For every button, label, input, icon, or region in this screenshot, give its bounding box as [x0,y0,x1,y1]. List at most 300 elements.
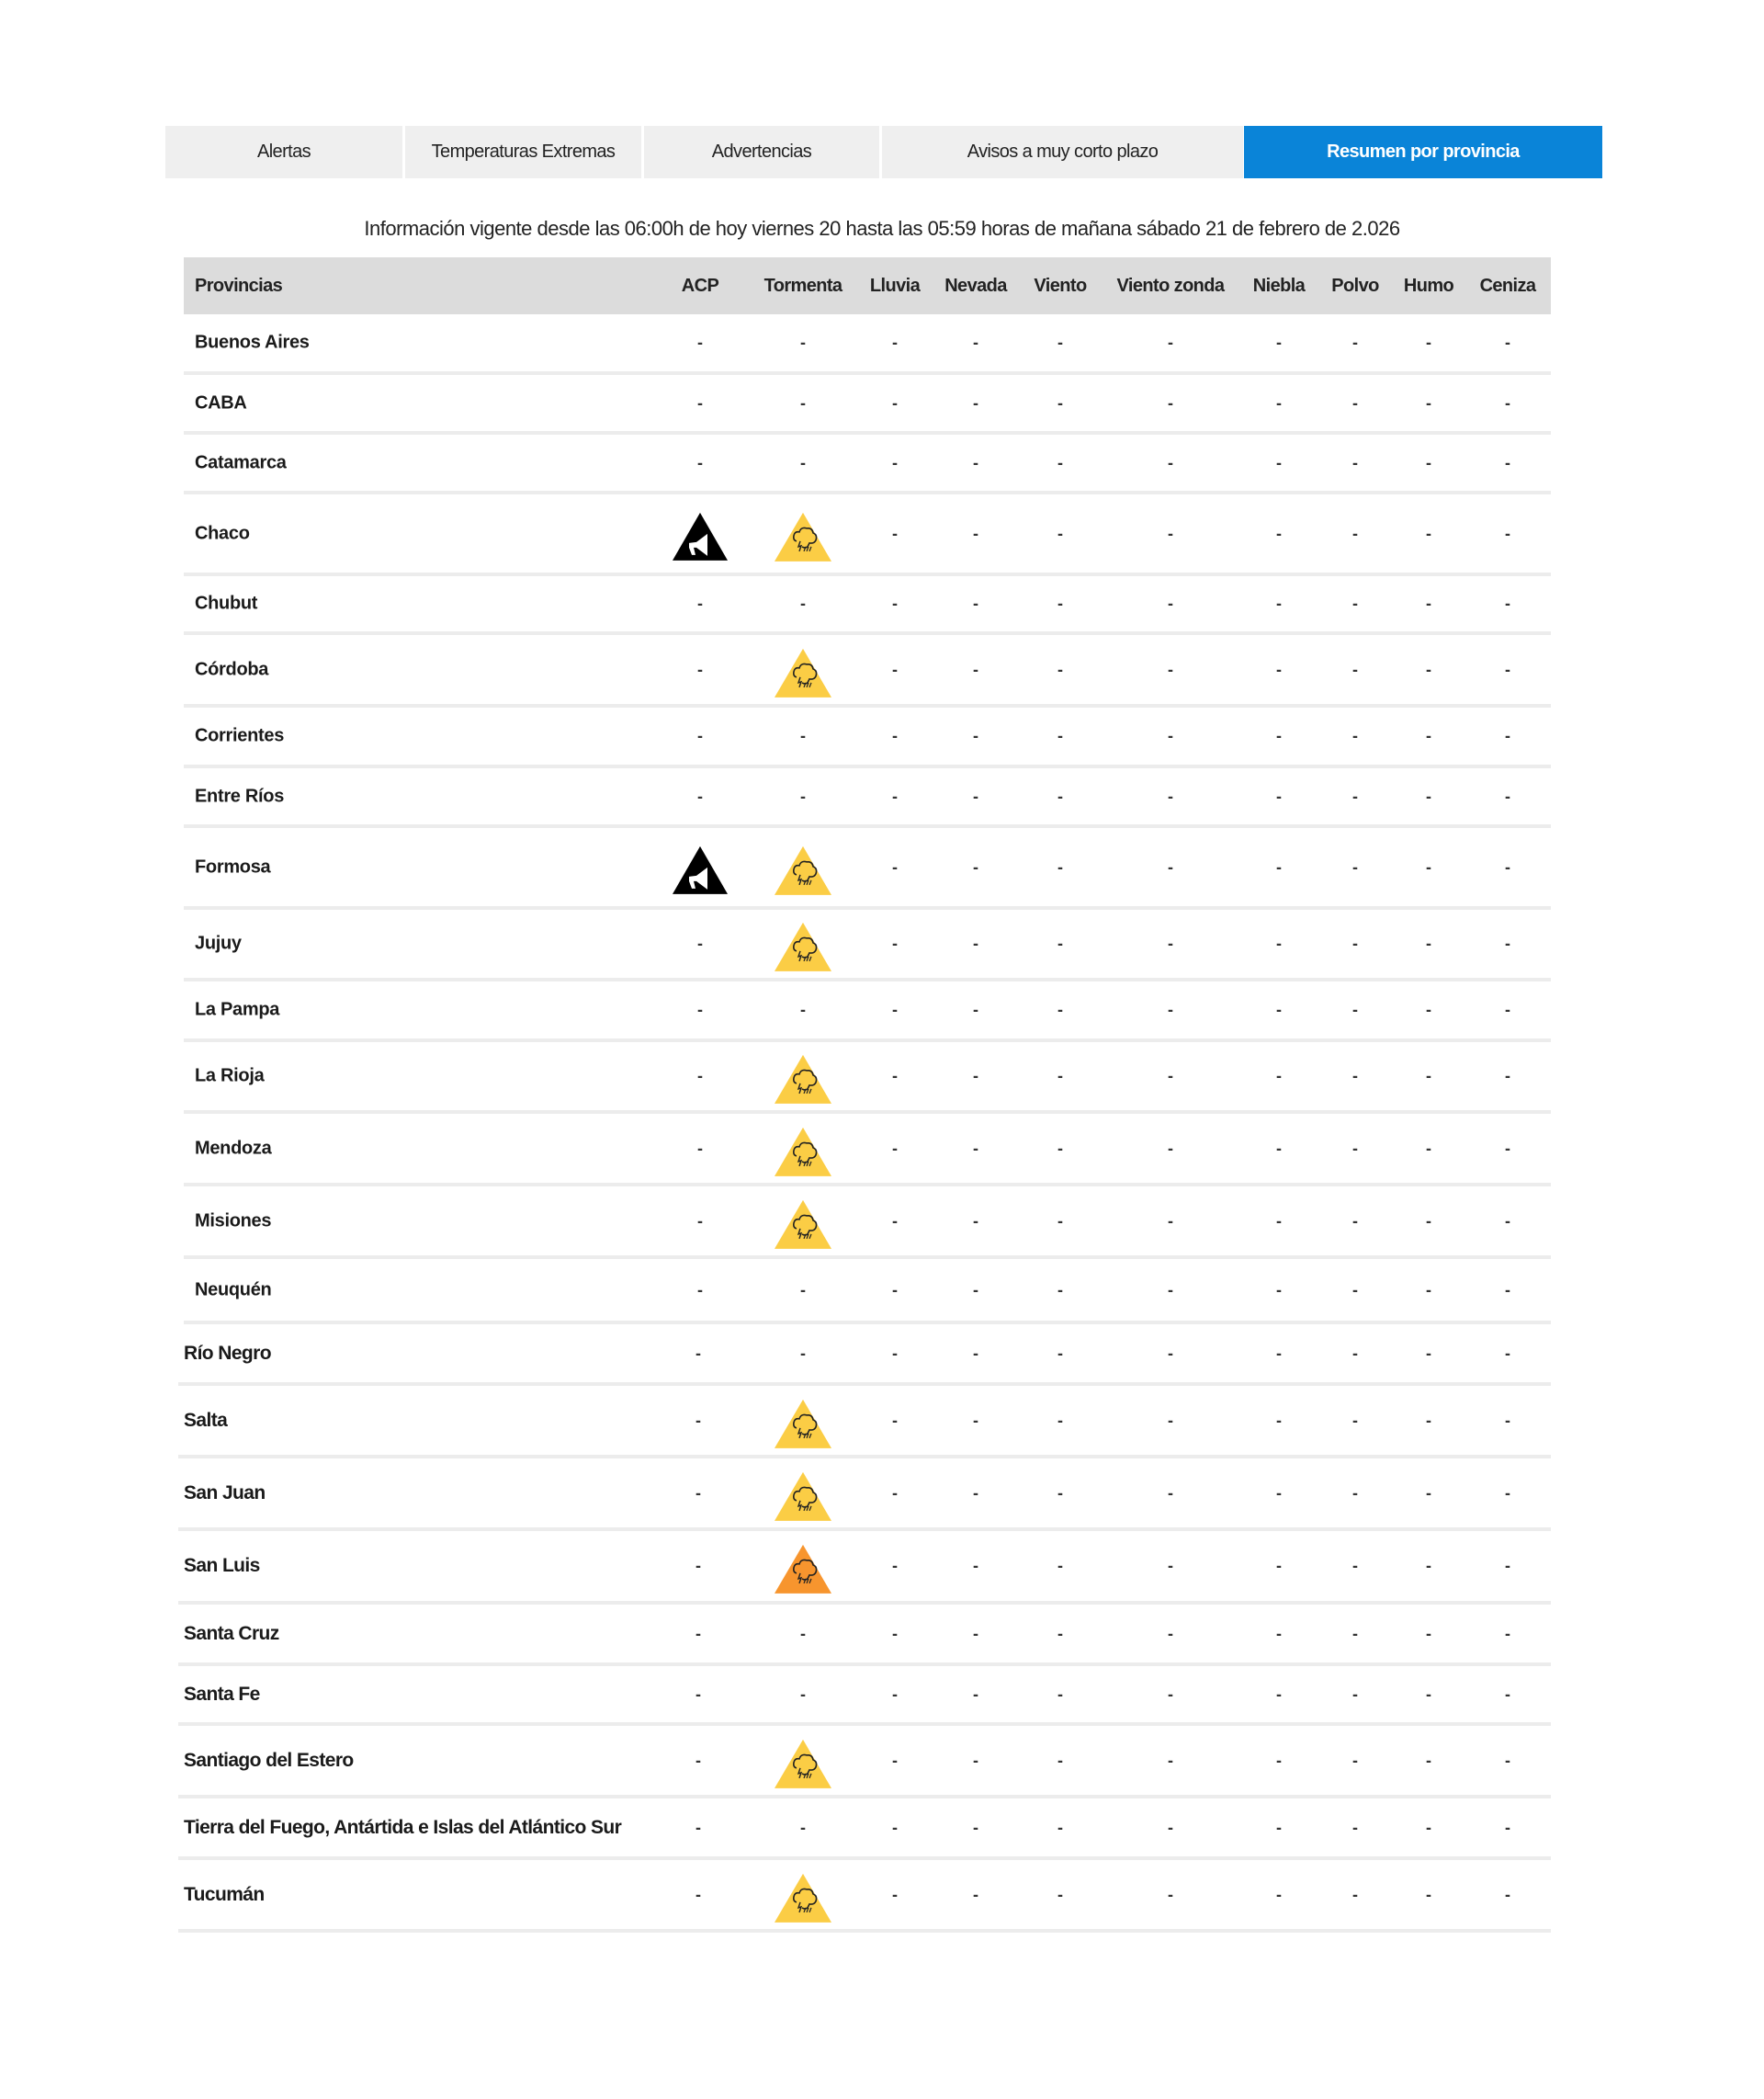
storm-yellow-icon[interactable] [772,1736,834,1789]
cell-polvo-empty: - [1352,934,1358,953]
cell-nevada-empty: - [973,1211,978,1230]
cell-viento-zonda-empty: - [1168,594,1173,613]
cell-lluvia-empty: - [892,1280,898,1299]
table-body [184,314,1551,1933]
table-row [178,1726,1551,1798]
cell-polvo-empty: - [1352,1624,1358,1642]
cell-lluvia-empty: - [892,660,898,678]
table-row [184,1259,1551,1324]
cell-lluvia-empty: - [892,333,898,352]
validity-info-text: Información vigente desde las 06:00h de hoy viernes 20 hasta las 05:59 horas de mañana sábado 21 de febrero de 2.026 [364,217,1400,240]
cell-viento-empty: - [1057,1280,1063,1299]
table-row [184,1042,1551,1114]
cell-humo-empty: - [1426,1344,1431,1362]
province-name: Catamarca [195,452,287,472]
cell-ceniza-empty: - [1505,1685,1510,1703]
cell-viento-empty: - [1057,453,1063,471]
cell-polvo-empty: - [1352,594,1358,613]
cell-lluvia-empty: - [892,1211,898,1230]
column-header-nevada: Nevada [944,276,1007,296]
province-name: Corrientes [195,725,285,746]
storm-yellow-icon[interactable] [772,645,834,698]
cell-ceniza-empty: - [1505,787,1510,805]
cell-nevada-empty: - [973,1411,978,1429]
province-name: La Pampa [195,999,280,1020]
cell-acp-empty: - [695,1818,701,1836]
cell-tormenta-empty: - [800,1280,806,1299]
cell-humo-empty: - [1426,594,1431,613]
cell-niebla-empty: - [1276,1751,1282,1769]
cell-nevada-empty: - [973,1066,978,1085]
storm-yellow-icon[interactable] [772,1396,834,1449]
cell-nevada-empty: - [973,1139,978,1157]
table-row [178,1531,1551,1605]
cell-polvo-empty: - [1352,1211,1358,1230]
cell-nevada-empty: - [973,1685,978,1703]
cell-viento-zonda-empty: - [1168,1344,1173,1362]
cell-niebla-empty: - [1276,594,1282,613]
cell-humo-empty: - [1426,333,1431,352]
table-row [184,1114,1551,1186]
cell-viento-empty: - [1057,1624,1063,1642]
cell-viento-zonda-empty: - [1168,857,1173,876]
cell-tormenta-empty: - [800,333,806,352]
cell-viento-zonda-empty: - [1168,726,1173,745]
cell-polvo-empty: - [1352,333,1358,352]
cell-viento-zonda-empty: - [1168,393,1173,412]
cell-nevada-empty: - [973,1280,978,1299]
cell-viento-empty: - [1057,1751,1063,1769]
table-row [184,635,1551,708]
cell-niebla-empty: - [1276,1685,1282,1703]
table-row [178,1605,1551,1666]
cell-lluvia-empty: - [892,393,898,412]
storm-orange-icon[interactable] [772,1542,834,1595]
province-name: Mendoza [195,1138,272,1158]
cell-humo-empty: - [1426,1139,1431,1157]
cell-viento-empty: - [1057,1066,1063,1085]
cell-niebla-empty: - [1276,1211,1282,1230]
table-row [178,1324,1551,1386]
cell-lluvia-empty: - [892,594,898,613]
cell-acp-empty: - [697,660,703,678]
cell-humo-empty: - [1426,1066,1431,1085]
cell-lluvia-empty: - [892,1751,898,1769]
cell-lluvia-empty: - [892,934,898,953]
cell-humo-empty: - [1426,1483,1431,1502]
cell-polvo-empty: - [1352,1885,1358,1903]
cell-humo-empty: - [1426,453,1431,471]
cell-viento-empty: - [1057,660,1063,678]
table-row [184,981,1551,1042]
cell-acp-empty: - [697,1000,703,1019]
cell-acp-empty: - [697,333,703,352]
cell-acp-empty: - [695,1556,701,1575]
cell-viento-zonda-empty: - [1168,333,1173,352]
cell-polvo-empty: - [1352,660,1358,678]
cell-ceniza-empty: - [1505,857,1510,876]
cell-polvo-empty: - [1352,857,1358,876]
cell-tormenta-empty: - [800,1818,806,1836]
cell-ceniza-empty: - [1505,333,1510,352]
cell-viento-empty: - [1057,1483,1063,1502]
column-header-humo: Humo [1403,276,1454,296]
cell-humo-empty: - [1426,1280,1431,1299]
cell-humo-empty: - [1426,1818,1431,1836]
cell-humo-empty: - [1426,857,1431,876]
cell-lluvia-empty: - [892,524,898,542]
column-header-polvo: Polvo [1331,276,1379,296]
cell-humo-empty: - [1426,1411,1431,1429]
cell-polvo-empty: - [1352,1066,1358,1085]
cell-viento-zonda-empty: - [1168,1751,1173,1769]
cell-nevada-empty: - [973,1624,978,1642]
cell-lluvia-empty: - [892,1556,898,1575]
cell-viento-zonda-empty: - [1168,1556,1173,1575]
cell-viento-zonda-empty: - [1168,1066,1173,1085]
cell-ceniza-empty: - [1505,1818,1510,1836]
cell-nevada-empty: - [973,1556,978,1575]
table-row [184,768,1551,828]
cell-niebla-empty: - [1276,1000,1282,1019]
cell-viento-empty: - [1057,524,1063,542]
cell-viento-zonda-empty: - [1168,1624,1173,1642]
cell-ceniza-empty: - [1505,1139,1510,1157]
tab-resumen-por-provincia[interactable]: Resumen por provincia [1244,126,1602,178]
province-name: La Rioja [195,1065,265,1086]
cell-nevada-empty: - [973,660,978,678]
cell-polvo-empty: - [1352,1139,1358,1157]
cell-nevada-empty: - [973,594,978,613]
province-name: Entre Ríos [195,786,285,806]
province-name: Salta [184,1409,228,1431]
cell-viento-zonda-empty: - [1168,1685,1173,1703]
cell-lluvia-empty: - [892,1139,898,1157]
column-header-viento: Viento [1034,276,1087,296]
cell-nevada-empty: - [973,453,978,471]
cell-viento-zonda-empty: - [1168,1280,1173,1299]
cell-polvo-empty: - [1352,1556,1358,1575]
cell-viento-zonda-empty: - [1168,934,1173,953]
cell-niebla-empty: - [1276,333,1282,352]
cell-viento-empty: - [1057,1556,1063,1575]
cell-nevada-empty: - [973,787,978,805]
cell-lluvia-empty: - [892,1344,898,1362]
cell-viento-empty: - [1057,1211,1063,1230]
cell-polvo-empty: - [1352,1411,1358,1429]
cell-lluvia-empty: - [892,857,898,876]
cell-lluvia-empty: - [892,1483,898,1502]
province-name: San Juan [184,1481,266,1503]
cell-polvo-empty: - [1352,1344,1358,1362]
cell-tormenta-empty: - [800,1624,806,1642]
cell-ceniza-empty: - [1505,1556,1510,1575]
cell-niebla-empty: - [1276,1556,1282,1575]
cell-nevada-empty: - [973,1344,978,1362]
storm-yellow-icon[interactable] [772,920,834,973]
cell-tormenta-empty: - [800,594,806,613]
cell-acp-empty: - [697,1211,703,1230]
cell-viento-zonda-empty: - [1168,1211,1173,1230]
province-name: Jujuy [195,933,242,954]
cell-tormenta-empty: - [800,1685,806,1703]
cell-tormenta-empty: - [800,726,806,745]
province-name: Neuquén [195,1279,272,1299]
cell-humo-empty: - [1426,1211,1431,1230]
table-row [184,576,1551,635]
table-row [178,1386,1551,1458]
cell-lluvia-empty: - [892,1411,898,1429]
cell-polvo-empty: - [1352,1818,1358,1836]
cell-acp-empty: - [695,1411,701,1429]
cell-viento-zonda-empty: - [1168,1000,1173,1019]
cell-viento-empty: - [1057,1411,1063,1429]
province-name: Tierra del Fuego, Antártida e Islas del Atlántico Sur [184,1816,622,1838]
cell-lluvia-empty: - [892,787,898,805]
cell-viento-empty: - [1057,1139,1063,1157]
province-name: Formosa [195,857,271,877]
cell-acp-empty: - [697,934,703,953]
column-header-tormenta: Tormenta [763,276,842,296]
cell-lluvia-empty: - [892,1624,898,1642]
cell-viento-zonda-empty: - [1168,1139,1173,1157]
tab-bar [165,126,1604,178]
cell-lluvia-empty: - [892,453,898,471]
table-row [184,314,1551,375]
cell-acp-empty: - [697,1066,703,1085]
cell-polvo-empty: - [1352,1000,1358,1019]
cell-niebla-empty: - [1276,1885,1282,1903]
cell-polvo-empty: - [1352,1685,1358,1703]
cell-humo-empty: - [1426,1685,1431,1703]
cell-nevada-empty: - [973,726,978,745]
table-row [184,828,1551,910]
table-row [184,910,1551,981]
province-name: Río Negro [184,1342,271,1364]
cell-polvo-empty: - [1352,787,1358,805]
cell-viento-empty: - [1057,1344,1063,1362]
storm-yellow-icon[interactable] [772,509,834,562]
cell-viento-empty: - [1057,787,1063,805]
cell-acp-empty: - [695,1751,701,1769]
table-row [184,494,1551,576]
cell-viento-empty: - [1057,1000,1063,1019]
cell-viento-zonda-empty: - [1168,524,1173,542]
province-name: Buenos Aires [195,332,310,353]
province-name: Tucumán [184,1883,265,1905]
cell-niebla-empty: - [1276,1483,1282,1502]
cell-viento-zonda-empty: - [1168,453,1173,471]
column-header-lluvia: Lluvia [869,276,921,296]
column-header-acp: ACP [681,276,719,296]
cell-viento-empty: - [1057,857,1063,876]
cell-ceniza-empty: - [1505,1280,1510,1299]
cell-tormenta-empty: - [800,787,806,805]
cell-ceniza-empty: - [1505,1885,1510,1903]
province-name: Chubut [195,593,258,614]
column-header-provincias: Provincias [195,276,283,296]
cell-polvo-empty: - [1352,453,1358,471]
cell-humo-empty: - [1426,524,1431,542]
cell-polvo-empty: - [1352,726,1358,745]
storm-yellow-icon[interactable] [772,1197,834,1250]
cell-niebla-empty: - [1276,1280,1282,1299]
cell-humo-empty: - [1426,1751,1431,1769]
province-name: Misiones [195,1210,272,1231]
province-name: San Luis [184,1555,260,1576]
cell-viento-zonda-empty: - [1168,1483,1173,1502]
storm-yellow-icon[interactable] [772,843,834,896]
province-name: CABA [195,392,247,413]
cell-viento-zonda-empty: - [1168,1885,1173,1903]
cell-ceniza-empty: - [1505,1624,1510,1642]
cell-humo-empty: - [1426,1624,1431,1642]
cell-nevada-empty: - [973,524,978,542]
province-summary-table [184,257,1551,1933]
cell-acp-empty: - [697,594,703,613]
cell-humo-empty: - [1426,934,1431,953]
table-row [184,1186,1551,1259]
cell-acp-empty: - [695,1885,701,1903]
cell-nevada-empty: - [973,1483,978,1502]
cell-ceniza-empty: - [1505,1751,1510,1769]
cell-viento-empty: - [1057,934,1063,953]
cell-acp-empty: - [697,1139,703,1157]
cell-tormenta-empty: - [800,393,806,412]
cell-ceniza-empty: - [1505,1211,1510,1230]
storm-yellow-icon[interactable] [772,1052,834,1106]
cell-humo-empty: - [1426,787,1431,805]
cell-humo-empty: - [1426,1000,1431,1019]
cell-viento-empty: - [1057,594,1063,613]
cell-lluvia-empty: - [892,1685,898,1703]
cell-acp-empty: - [697,453,703,471]
cell-ceniza-empty: - [1505,453,1510,471]
cell-viento-empty: - [1057,1818,1063,1836]
cell-acp-empty: - [695,1483,701,1502]
cell-niebla-empty: - [1276,857,1282,876]
cell-humo-empty: - [1426,393,1431,412]
cell-ceniza-empty: - [1505,1000,1510,1019]
tab-temperaturas-extremas[interactable]: Temperaturas Extremas [405,126,641,178]
storm-yellow-icon[interactable] [772,1469,834,1522]
cell-acp-empty: - [695,1624,701,1642]
tab-advertencias[interactable]: Advertencias [644,126,879,178]
cell-viento-zonda-empty: - [1168,1818,1173,1836]
cell-niebla-empty: - [1276,1344,1282,1362]
cell-acp-empty: - [695,1344,701,1362]
acp-icon[interactable] [669,509,731,562]
cell-polvo-empty: - [1352,1280,1358,1299]
cell-niebla-empty: - [1276,1139,1282,1157]
cell-nevada-empty: - [973,1885,978,1903]
table-row [184,375,1551,435]
cell-ceniza-empty: - [1505,660,1510,678]
cell-nevada-empty: - [973,393,978,412]
table-row [184,708,1551,768]
cell-nevada-empty: - [973,934,978,953]
table-row [178,1860,1551,1933]
cell-niebla-empty: - [1276,1624,1282,1642]
cell-humo-empty: - [1426,1556,1431,1575]
acp-icon[interactable] [669,843,731,896]
table-row [178,1666,1551,1726]
cell-niebla-empty: - [1276,934,1282,953]
cell-nevada-empty: - [973,1818,978,1836]
cell-viento-zonda-empty: - [1168,1411,1173,1429]
province-name: Córdoba [195,659,269,679]
cell-ceniza-empty: - [1505,393,1510,412]
cell-ceniza-empty: - [1505,524,1510,542]
cell-viento-empty: - [1057,333,1063,352]
storm-yellow-icon[interactable] [772,1124,834,1177]
cell-niebla-empty: - [1276,1818,1282,1836]
cell-acp-empty: - [697,787,703,805]
cell-ceniza-empty: - [1505,1411,1510,1429]
cell-viento-zonda-empty: - [1168,660,1173,678]
cell-niebla-empty: - [1276,787,1282,805]
cell-tormenta-empty: - [800,1000,806,1019]
cell-acp-empty: - [697,1280,703,1299]
cell-viento-empty: - [1057,393,1063,412]
province-name: Santa Fe [184,1683,260,1705]
cell-acp-empty: - [695,1685,701,1703]
cell-polvo-empty: - [1352,524,1358,542]
cell-humo-empty: - [1426,660,1431,678]
cell-lluvia-empty: - [892,1818,898,1836]
cell-lluvia-empty: - [892,1000,898,1019]
cell-niebla-empty: - [1276,660,1282,678]
cell-polvo-empty: - [1352,1751,1358,1769]
cell-acp-empty: - [697,726,703,745]
cell-polvo-empty: - [1352,1483,1358,1502]
cell-ceniza-empty: - [1505,1483,1510,1502]
tab-alertas[interactable]: Alertas [165,126,402,178]
table-row [178,1798,1551,1860]
cell-lluvia-empty: - [892,726,898,745]
cell-humo-empty: - [1426,1885,1431,1903]
table-row [184,435,1551,494]
cell-ceniza-empty: - [1505,1066,1510,1085]
cell-humo-empty: - [1426,726,1431,745]
cell-nevada-empty: - [973,857,978,876]
cell-niebla-empty: - [1276,453,1282,471]
column-header-niebla: Niebla [1252,276,1306,296]
cell-niebla-empty: - [1276,1066,1282,1085]
cell-viento-empty: - [1057,1885,1063,1903]
province-name: Santiago del Estero [184,1749,354,1771]
table-header [184,257,1551,314]
cell-nevada-empty: - [973,1751,978,1769]
province-name: Chaco [195,523,250,543]
cell-ceniza-empty: - [1505,594,1510,613]
cell-niebla-empty: - [1276,393,1282,412]
table-row [178,1458,1551,1531]
storm-yellow-icon[interactable] [772,1870,834,1923]
cell-ceniza-empty: - [1505,934,1510,953]
cell-viento-empty: - [1057,1685,1063,1703]
tab-avisos-corto-plazo[interactable]: Avisos a muy corto plazo [882,126,1243,178]
cell-nevada-empty: - [973,1000,978,1019]
cell-acp-empty: - [697,393,703,412]
cell-tormenta-empty: - [800,1344,806,1362]
cell-niebla-empty: - [1276,726,1282,745]
cell-ceniza-empty: - [1505,726,1510,745]
cell-lluvia-empty: - [892,1885,898,1903]
province-name: Santa Cruz [184,1622,279,1644]
cell-niebla-empty: - [1276,524,1282,542]
cell-niebla-empty: - [1276,1411,1282,1429]
